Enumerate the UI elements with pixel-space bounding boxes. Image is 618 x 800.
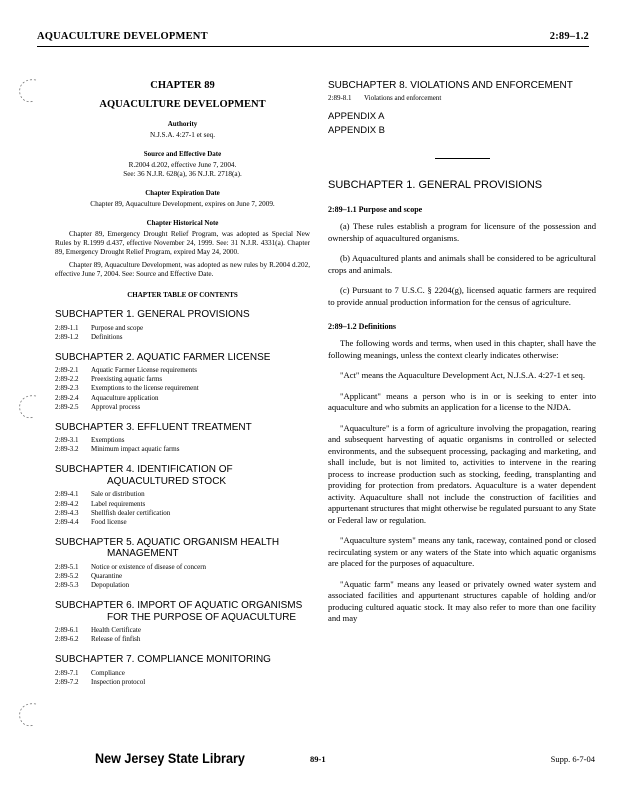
appendix-a: APPENDIX A: [328, 111, 385, 122]
paragraph: "Aquaculture" is a form of agriculture involving the propagation, rearing and subsequent harvesting of aquatic organisms in controlled or selected environments, and the subsequent processing, packaging and marketing, and shall include, but is not limited to, activities to intervene in the rearing process to increase production such as stocking, feeding, transplanting and providing for protection from predators. Aquaculture is a water dependent activity. Aquaculture shall not include the construction of facilities and appurtenant structures that might otherwise be regulated pursuant to any State or Federal law or regulation.: [328, 422, 596, 525]
historical-note-heading: Chapter Historical Note: [146, 219, 219, 227]
toc-item: [55, 384, 310, 393]
toc-item-number: 2:89-3.1: [55, 436, 79, 445]
toc-item-title: Exemptions: [91, 436, 125, 445]
toc-item: [55, 635, 310, 644]
toc-item-number: 2:89-2.1: [55, 366, 79, 375]
toc-item-number: 2:89-1.2: [55, 332, 79, 341]
toc-item-title: Aquaculture application: [91, 393, 159, 402]
toc-item-number: 2:89-2.2: [55, 375, 79, 384]
toc-subchapter-heading: [55, 600, 310, 623]
toc-subchapter-heading: [55, 537, 310, 560]
toc-item-number: 2:89-1.1: [55, 323, 79, 332]
expiration-heading: Chapter Expiration Date: [145, 189, 220, 197]
toc-item: [55, 581, 310, 590]
toc-item-title: Label requirements: [91, 499, 146, 508]
punch-hole-mark: [14, 700, 42, 730]
toc-item-number: 2:89-6.2: [55, 635, 79, 644]
toc-item: [55, 490, 310, 499]
toc-item: [55, 572, 310, 581]
paragraph: The following words and terms, when used in this chapter, shall have the following meanings, unless the context clearly indicates otherwise:: [328, 338, 596, 360]
section-heading: 2:89–1.2 Definitions: [328, 322, 396, 332]
toc-item-title: Compliance: [91, 668, 125, 677]
left-column: [55, 54, 310, 687]
toc-item-title: Quarantine: [91, 571, 123, 580]
toc-item-number: 2:89-3.2: [55, 445, 79, 454]
toc-subchapter-title: SUBCHAPTER 5. AQUATIC ORGANISM HEALTH: [55, 536, 280, 548]
page-number: 89-1: [310, 754, 326, 764]
punch-hole-mark: [14, 392, 42, 422]
appendix-b: APPENDIX B: [328, 125, 386, 136]
toc-item: [55, 394, 310, 403]
toc-item-number: 2:89-8.1: [328, 94, 352, 102]
toc-item-title: Purpose and scope: [91, 323, 144, 332]
toc-subchapter-heading: [55, 352, 310, 364]
toc-item-title: Exemptions to the license requirement: [91, 384, 199, 393]
header-title: AQUACULTURE DEVELOPMENT: [37, 31, 208, 42]
toc-subchapter-title-cont: AQUACULTURED STOCK: [107, 475, 227, 487]
toc-subchapter-title-cont: FOR THE PURPOSE OF AQUACULTURE: [107, 611, 297, 623]
toc-item: [55, 678, 310, 687]
toc-subchapter-title: SUBCHAPTER 4. IDENTIFICATION OF: [55, 464, 233, 476]
toc-item-number: 2:89-5.1: [55, 562, 79, 571]
paragraph: (a) These rules establish a program for licensure of the possession and ownership of aquacultured organisms.: [328, 221, 596, 243]
toc-item-title: Violations and enforcement: [364, 94, 442, 102]
table-of-contents: [55, 309, 310, 687]
toc-subchapter-heading: [55, 654, 310, 666]
paragraph: "Aquaculture system" means any tank, raceway, contained pond or closed recirculating system or any waters of the State into which aquatic organisms are placed for the purposes of aquaculture.: [328, 535, 596, 569]
toc-item-title: Depopulation: [91, 581, 130, 589]
paragraph: "Aquatic farm" means any leased or privately owned water system and associated facilities and appurtenant structures capable of holding and/or producing cultured aquatic stock. It may also refer to more than one facility and may: [328, 578, 596, 624]
page-footer: [95, 752, 595, 772]
toc-item: [55, 509, 310, 518]
toc-item: [55, 626, 310, 635]
toc-item-number: 2:89-2.5: [55, 402, 79, 411]
toc-item: [55, 324, 310, 333]
expiration-text: Chapter 89, Aquaculture Development, expires on June 7, 2009.: [90, 200, 275, 208]
toc-heading: CHAPTER TABLE OF CONTENTS: [127, 291, 238, 300]
toc-item-number: 2:89-6.1: [55, 626, 79, 635]
toc-item-title: Health Certificate: [91, 626, 141, 635]
toc-item: [55, 333, 310, 342]
library-stamp: New Jersey State Library: [95, 750, 245, 766]
toc-item: [55, 445, 310, 454]
toc-item-number: 2:89-4.2: [55, 499, 79, 508]
subchapter-1-heading: SUBCHAPTER 1. GENERAL PROVISIONS: [328, 179, 543, 191]
toc-item-number: 2:89-7.2: [55, 677, 79, 686]
toc-subchapter-heading: [55, 422, 310, 434]
toc-subchapter-heading: [55, 309, 310, 321]
toc-item-title: Approval process: [91, 402, 141, 411]
toc-item-number: 2:89-5.2: [55, 571, 79, 580]
source-heading: Source and Effective Date: [143, 150, 222, 158]
toc-subchapter-heading: [55, 464, 310, 487]
toc-item-title: Notice or existence of disease of concern: [91, 562, 207, 571]
toc-item: [55, 500, 310, 509]
toc-subchapter-title: SUBCHAPTER 3. EFFLUENT TREATMENT: [55, 421, 252, 433]
toc-item: [55, 669, 310, 678]
toc-item: [55, 436, 310, 445]
paragraph: "Act" means the Aquaculture Development Act, N.J.S.A. 4:27-1 et seq.: [340, 370, 585, 381]
toc-subchapter-title: SUBCHAPTER 7. COMPLIANCE MONITORING: [55, 654, 271, 666]
chapter-title: AQUACULTURE DEVELOPMENT: [99, 99, 266, 110]
divider-rule: [435, 158, 490, 159]
paragraph: (c) Pursuant to 7 U.S.C. § 2204(g), licensed aquatic farmers are required to provide annual production information for the census of agriculture.: [328, 285, 596, 307]
subchapter-8-heading: SUBCHAPTER 8. VIOLATIONS AND ENFORCEMENT: [328, 80, 573, 91]
section-heading: 2:89–1.1 Purpose and scope: [328, 205, 423, 214]
toc-item-title: Inspection protocol: [91, 677, 146, 686]
toc-subchapter-title: SUBCHAPTER 1. GENERAL PROVISIONS: [55, 309, 250, 321]
toc-subchapter-title: SUBCHAPTER 2. AQUATIC FARMER LICENSE: [55, 351, 271, 363]
toc-item-number: 2:89-7.1: [55, 668, 79, 677]
toc-item-title: Definitions: [91, 332, 123, 341]
running-header: [37, 30, 589, 47]
toc-item: [55, 518, 310, 527]
toc-item-title: Release of finfish: [91, 635, 141, 644]
toc-item-number: 2:89-5.3: [55, 581, 79, 589]
authority-heading: Authority: [167, 120, 198, 128]
toc-item: [55, 403, 310, 412]
toc-item-title: Preexisting aquatic farms: [91, 375, 163, 384]
toc-item-number: 2:89-2.4: [55, 393, 79, 402]
source-text-2: See: 36 N.J.R. 628(a), 36 N.J.R. 2718(a).: [123, 170, 242, 178]
toc-item: [328, 94, 596, 102]
punch-hole-mark: [14, 76, 42, 106]
historical-note-paragraph: Chapter 89, Aquaculture Development, was adopted as new rules by R.2004 d.202, effective June 7, 2004. See: Source and Effective Date.: [55, 260, 310, 278]
toc-item-number: 2:89-4.4: [55, 517, 79, 526]
supplement-date: Supp. 6-7-04: [550, 754, 595, 764]
chapter-number: CHAPTER 89: [150, 80, 215, 91]
toc-item-title: Food license: [91, 517, 127, 526]
authority-text: N.J.S.A. 4:27-1 et seq.: [149, 131, 216, 139]
toc-item-title: Shellfish dealer certification: [91, 508, 171, 517]
toc-subchapter-title: SUBCHAPTER 6. IMPORT OF AQUATIC ORGANISMS: [55, 600, 303, 612]
historical-note-paragraph: Chapter 89, Emergency Drought Relief Program, was adopted as Special New Rules by R.1999 d.437, effective November 24, 1999. See: 31 N.J.R. 4331(a). Chapter 89, Emergency Drought Relief Program, expired May 24, 2000.: [55, 230, 310, 257]
header-section: 2:89–1.2: [549, 31, 589, 42]
right-column: [328, 54, 596, 625]
source-text-1: R.2004 d.202, effective June 7, 2004.: [128, 161, 237, 169]
paragraph: "Applicant" means a person who is in or is seeking to enter into aquaculture and who submits an application for a license to the NJDA.: [328, 390, 596, 413]
toc-subchapter-title-cont: MANAGEMENT: [107, 548, 179, 560]
paragraph: (b) Aquacultured plants and animals shall be considered to be agricultural crops and animals.: [328, 253, 596, 275]
toc-item-title: Minimum impact aquatic farms: [91, 445, 180, 454]
toc-item-number: 2:89-4.1: [55, 490, 79, 499]
toc-item: [55, 375, 310, 384]
toc-item: [55, 563, 310, 572]
toc-item-number: 2:89-2.3: [55, 384, 79, 393]
toc-item-title: Sale or distribution: [91, 490, 145, 499]
toc-item-number: 2:89-4.3: [55, 508, 79, 517]
toc-item-title: Aquatic Farmer License requirements: [91, 366, 197, 375]
toc-item: [55, 366, 310, 375]
